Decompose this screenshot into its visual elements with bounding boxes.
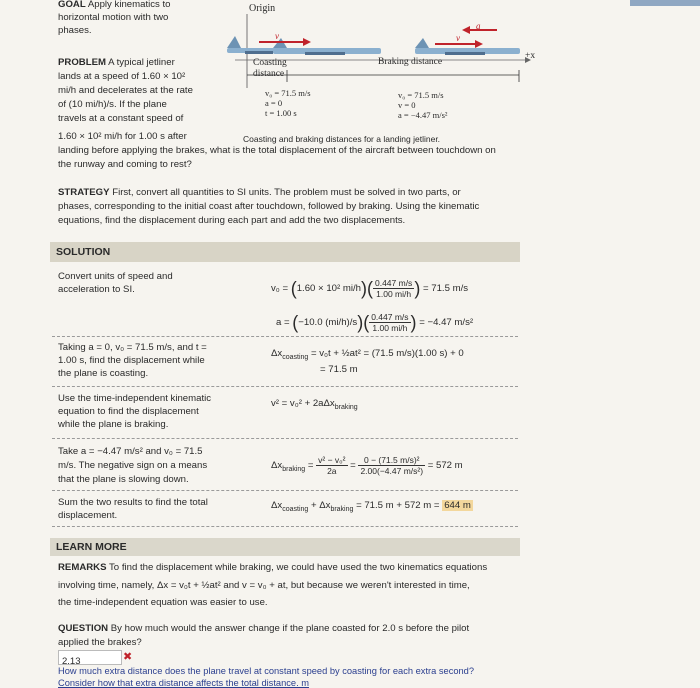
goal-line-2: horizontal motion with two: [58, 12, 169, 23]
coasting-values-2: a = 0: [265, 98, 283, 108]
problem-line-6: 1.60 × 10² mi/h for 1.00 s after: [58, 131, 187, 142]
total-answer: 644 m: [444, 500, 471, 511]
step3-line-1: Use the time-independent kinematic: [58, 393, 212, 404]
step2-line-2: 1.00 s, find the displacement while: [58, 355, 205, 366]
divider-1: [52, 336, 518, 337]
plus-x-label: +x: [525, 51, 536, 61]
divider-3: [52, 438, 518, 439]
step2-line-1: Taking a = 0, v₀ = 71.5 m/s, and t =: [58, 342, 207, 353]
divider-5: [52, 526, 518, 527]
equation-coasting-result: = 71.5 m: [320, 364, 358, 375]
step3-line-2: equation to find the displacement: [58, 406, 199, 417]
strategy-line-2: phases, corresponding to the initial coast after touchdown, followed by braking. Using the kinematic: [58, 201, 480, 212]
coasting-values-1: v₀ = 71.5 m/s: [265, 88, 311, 98]
solution-title: SOLUTION: [56, 246, 111, 258]
step1-line-2: acceleration to SI.: [58, 284, 135, 295]
remarks-line-1: REMARKS To find the displacement while braking, we could have used the two kinematics equations: [58, 562, 488, 573]
strategy-line-1: STRATEGY First, convert all quantities to SI units. The problem must be solved in two parts, or: [58, 187, 461, 198]
equation-a: a = (−10.0 (mi/h)/s)( $\frac{0.447 m/s}{1.00 mi/h}$ ) = −4.47 m/s²: [276, 312, 474, 333]
solution-header-bar: [50, 242, 520, 262]
step1-line-1: Convert units of speed and: [58, 271, 173, 282]
answer-input[interactable]: 2.13: [58, 650, 122, 665]
figure-caption: Coasting and braking distances for a landing jetliner.: [243, 134, 441, 144]
equation-total: $\Delta x_{coasting} + \Delta x_{braking} = 71.5$ m + 572 m = 644 m: [271, 500, 471, 513]
equation-coasting: $\Delta x_{coasting} = v_0t$ + ½at² = (71.5 m/s)(1.00 s) + 0: [271, 348, 464, 361]
braking-label: Braking distance: [378, 57, 443, 67]
plane-middle-icon: [273, 38, 381, 55]
goal-line-1: GOAL Apply kinematics to: [58, 0, 171, 10]
hint-line-2[interactable]: Consider how that extra distance affects the total distance. m: [58, 678, 309, 688]
problem-line-5: travels at a constant speed of: [58, 113, 184, 124]
step2-line-3: the plane is coasting.: [58, 368, 149, 379]
origin-label: Origin: [249, 3, 276, 14]
braking-values-1: v₀ = 71.5 m/s: [398, 90, 444, 100]
learn-more-title: LEARN MORE: [56, 541, 127, 553]
step3-line-3: while the plane is braking.: [58, 419, 169, 430]
problem-line-1: PROBLEM A typical jetliner: [58, 57, 175, 68]
velocity-label-left: v: [275, 31, 279, 41]
incorrect-icon: ✖: [123, 651, 133, 663]
equation-braking: $\Delta x_{braking}$ = $\frac{\text{v² − v₀²}}{2a}$ = $\frac{\text{0 − (71.5 m/s)²}}{\text{2.00(−4.47 m/s²)}}$ = 572 m: [271, 455, 463, 476]
step4-line-1: Take a = −4.47 m/s² and v₀ = 71.5: [58, 446, 203, 457]
problem-line-2: lands at a speed of 1.60 × 10²: [58, 71, 186, 82]
braking-values-3: a = −4.47 m/s²: [398, 110, 448, 120]
top-right-strip: [630, 0, 700, 6]
coasting-label-2: distance: [253, 69, 285, 79]
step4-line-3: that the plane is slowing down.: [58, 474, 189, 485]
plane-right-icon: [415, 38, 520, 55]
step4-line-2: m/s. The negative sign on a means: [58, 460, 208, 471]
coasting-label-1: Coasting: [253, 58, 287, 68]
remarks-line-3: the time-independent equation was easier to use.: [58, 597, 268, 608]
divider-4: [52, 490, 518, 491]
hint-line-1: How much extra distance does the plane travel at constant speed by coasting for each extra second?: [58, 666, 475, 676]
divider-2: [52, 386, 518, 387]
acceleration-label: a: [476, 21, 481, 31]
step5-line-1: Sum the two results to find the total: [58, 497, 208, 508]
equation-v0: v₀ = (1.60 × 10² mi/h)( $\frac{0.447 m/s}{1.00 mi/h}$ ) = 71.5 m/s: [271, 278, 469, 299]
question-line-1: QUESTION By how much would the answer change if the plane coasted for 2.0 s before the pilot: [58, 623, 470, 634]
goal-line-3: phases.: [58, 25, 92, 36]
question-line-2: applied the brakes?: [58, 637, 142, 648]
braking-values-2: v = 0: [398, 100, 416, 110]
coasting-values-3: t = 1.00 s: [265, 108, 297, 118]
problem-line-7: landing before applying the brakes, what is the total displacement of the aircraft between touchdown on: [58, 145, 496, 156]
velocity-label-right: v: [456, 33, 460, 43]
problem-line-8: the runway and coming to rest?: [58, 159, 192, 170]
strategy-line-3: equations, find the displacement during each part and add the two displacements.: [58, 215, 406, 226]
problem-line-4: of (10 mi/h)/s. If the plane: [58, 99, 167, 110]
remarks-line-2: involving time, namely, Δx = v₀t + ½at² and v = v₀ + at, but because we weren't interested in time,: [58, 580, 470, 591]
problem-line-3: mi/h and decelerates at the rate: [58, 85, 193, 96]
equation-time-independent: v² = v₀² + 2aΔx$_{braking}$: [271, 398, 358, 411]
step5-line-2: displacement.: [58, 510, 118, 521]
